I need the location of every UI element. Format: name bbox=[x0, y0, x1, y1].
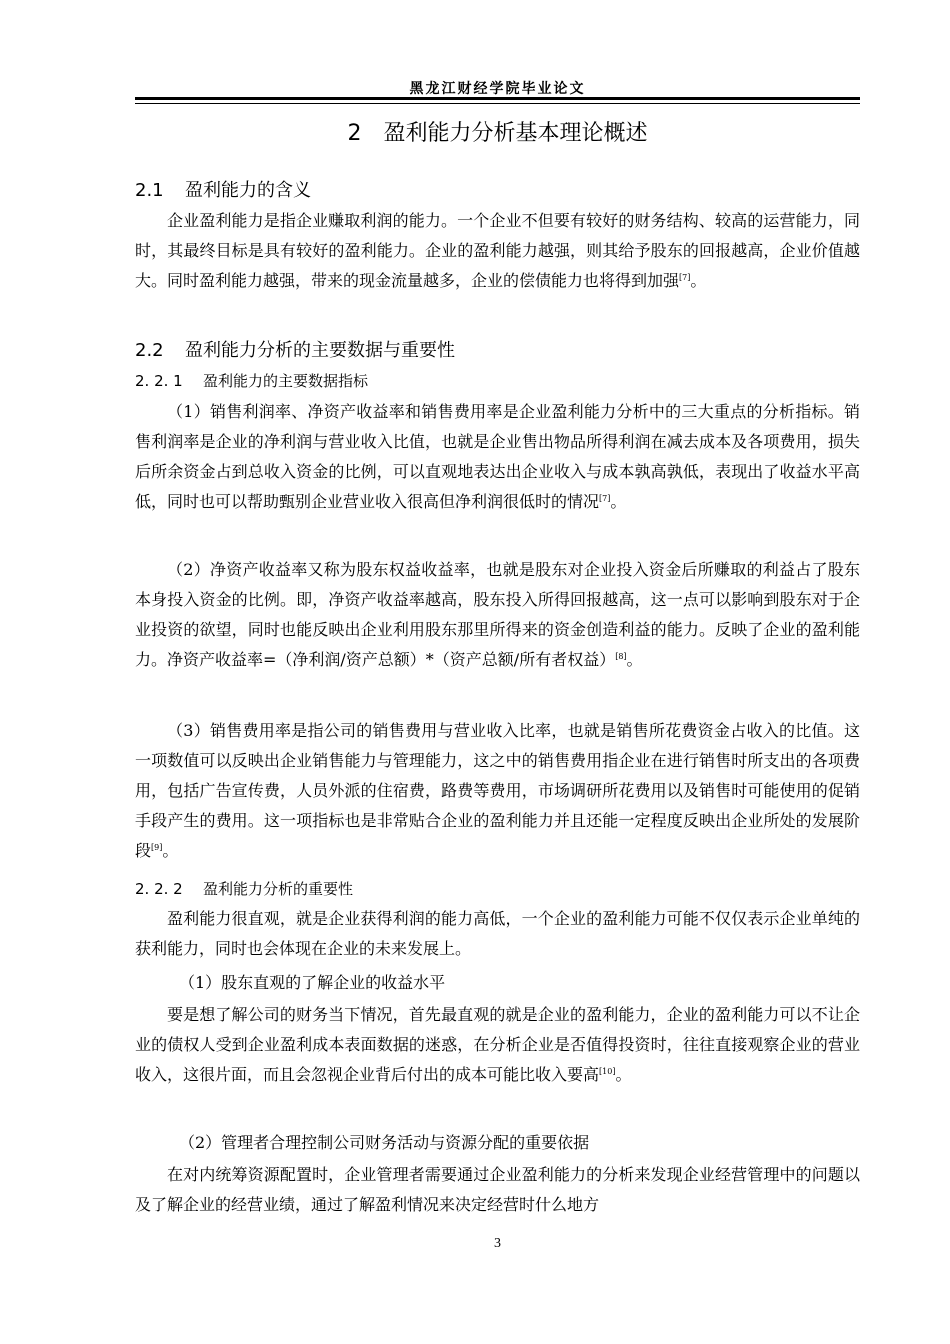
paragraph-end: 。 bbox=[162, 841, 179, 860]
section-2-2-2-paragraph-2 bbox=[135, 1000, 860, 1090]
paragraph-text: 盈利能力很直观，就是企业获得利润的能力高低，一个企业的盈利能力可能不仅仅表示企业单纯的获利能力，同时也会体现在企业的未来发展上。 bbox=[135, 909, 860, 958]
section-title: 盈利能力分析的重要性 bbox=[203, 880, 354, 898]
section-2-2-1-paragraph-2 bbox=[135, 555, 860, 675]
section-2-2-1-heading bbox=[135, 370, 368, 391]
citation: [8] bbox=[615, 652, 627, 661]
paragraph-text: 要是想了解公司的财务当下情况，首先最直观的就是企业的盈利能力，企业的盈利能力可以不让企业的债权人受到企业盈利成本表面数据的迷惑，在分析企业是否值得投资时，往往直接观察企业的营业收入，这很片面，而且会忽视企业背后付出的成本可能比收入要高 bbox=[135, 1005, 860, 1084]
paragraph-text: 在对内统筹资源配置时，企业管理者需要通过企业盈利能力的分析来发现企业经营管理中的问题以及了解企业的经营业绩，通过了解盈利情况来决定经营时什么地方 bbox=[135, 1165, 860, 1214]
paragraph-end: 。 bbox=[626, 650, 643, 669]
section-number: 2. 2. 1 bbox=[135, 372, 183, 390]
section-2-2-2-paragraph-3 bbox=[135, 1160, 860, 1220]
paragraph-end: 。 bbox=[615, 1065, 632, 1084]
citation: [7] bbox=[599, 494, 611, 503]
citation: [10] bbox=[599, 1067, 616, 1076]
header-rule-thick bbox=[135, 97, 860, 100]
paragraph-end: 。 bbox=[690, 271, 707, 290]
paragraph-text: （2）净资产收益率又称为股东权益收益率，也就是股东对企业投入资金后所赚取的利益占了股东本身投入资金的比例。即，净资产收益率越高，股东投入所得回报越高，这一点可以影响到股东对于企业投资的欲望，同时也能反映出企业利用股东那里所得来的资金创造利益的能力。反映了企业的盈利能力。净资产收益率=（净利润/资产总额）*（资产总额/所有者权益） bbox=[135, 560, 860, 669]
section-2-2-heading bbox=[135, 336, 455, 362]
section-2-2-1-paragraph-3 bbox=[135, 716, 860, 866]
citation: [7] bbox=[679, 273, 691, 282]
section-title: 盈利能力分析的主要数据与重要性 bbox=[185, 340, 455, 361]
paragraph-end: 。 bbox=[610, 492, 627, 511]
section-2-2-1-paragraph-1 bbox=[135, 397, 860, 517]
section-title: 盈利能力的主要数据指标 bbox=[203, 372, 369, 390]
section-2-1-paragraph bbox=[135, 206, 860, 296]
page-number: 3 bbox=[494, 1236, 501, 1251]
section-2-2-2-paragraph-1 bbox=[135, 904, 860, 964]
header-rule-thin bbox=[135, 103, 860, 104]
subpoint-2: （2）管理者合理控制公司财务活动与资源分配的重要依据 bbox=[179, 1133, 590, 1152]
chapter-number: 2 bbox=[347, 121, 362, 146]
section-number: 2.2 bbox=[135, 340, 164, 361]
running-header: 黑龙江财经学院毕业论文 bbox=[409, 81, 586, 97]
section-title: 盈利能力的含义 bbox=[185, 180, 311, 201]
citation: [9] bbox=[151, 843, 163, 852]
chapter-title-text: 盈利能力分析基本理论概述 bbox=[383, 121, 648, 146]
paragraph-text: （3）销售费用率是指公司的销售费用与营业收入比率，也就是销售所花费资金占收入的比值。这一项数值可以反映出企业销售能力与管理能力，这之中的销售费用指企业在进行销售时所支出的各项费用，包括广告宣传费，人员外派的住宿费，路费等费用，市场调研所花费用以及销售时可能使用的促销手段产生的费用。这一项指标也是非常贴合企业的盈利能力并且还能一定程度反映出企业所处的发展阶段 bbox=[135, 721, 860, 860]
section-2-1-heading bbox=[135, 176, 311, 202]
paragraph-text: （1）销售利润率、净资产收益率和销售费用率是企业盈利能力分析中的三大重点的分析指标。销售利润率是企业的净利润与营业收入比值，也就是企业售出物品所得利润在减去成本及各项费用，损失后所余资金占到总收入资金的比例，可以直观地表达出企业收入与成本孰高孰低，表现出了收益水平高低，同时也可以帮助甄别企业营业收入很高但净利润很低时的情况 bbox=[135, 402, 860, 511]
subpoint-1: （1）股东直观的了解企业的收益水平 bbox=[179, 973, 446, 992]
chapter-title bbox=[135, 116, 860, 147]
paragraph-text: 企业盈利能力是指企业赚取利润的能力。一个企业不但要有较好的财务结构、较高的运营能力，同时，其最终目标是具有较好的盈利能力。企业的盈利能力越强，则其给予股东的回报越高，企业价值越大。同时盈利能力越强，带来的现金流量越多，企业的偿债能力也将得到加强 bbox=[135, 211, 860, 290]
section-2-2-2-heading bbox=[135, 878, 353, 899]
section-number: 2.1 bbox=[135, 180, 164, 201]
section-number: 2. 2. 2 bbox=[135, 880, 183, 898]
